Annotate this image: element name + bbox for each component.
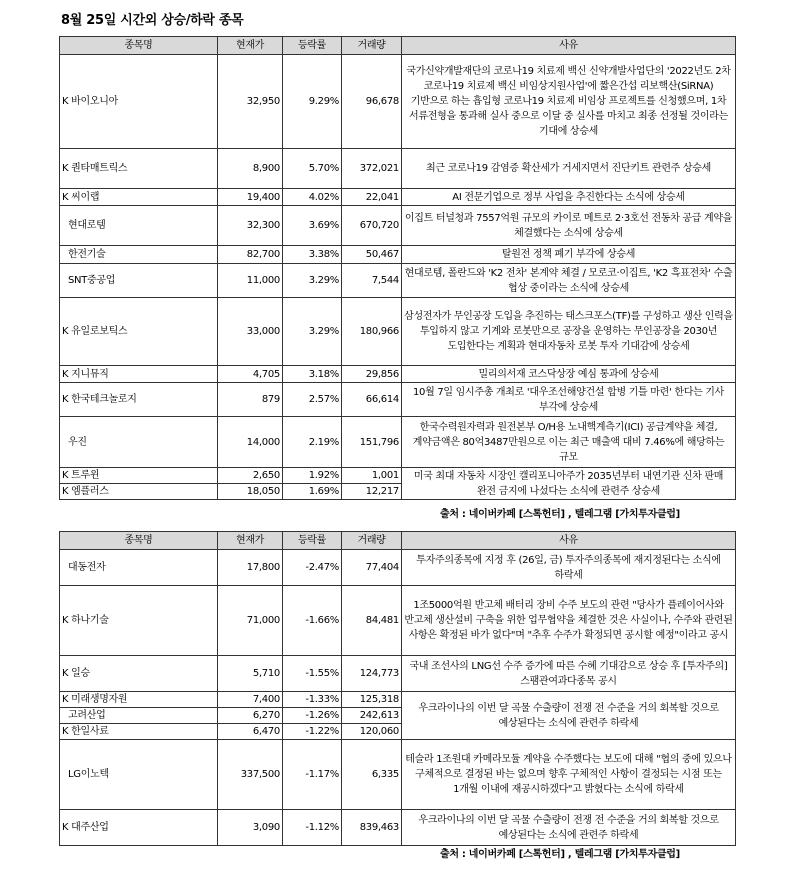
- header-volume: 거래량: [342, 37, 402, 55]
- table-row: [60, 810, 736, 846]
- stock-rate: 4.02%: [283, 189, 342, 206]
- stock-name: K 한일사료: [60, 724, 218, 740]
- stock-rate: 5.70%: [283, 149, 342, 189]
- stock-price: 82,700: [218, 246, 283, 264]
- table-row: [60, 586, 736, 656]
- table-row: [60, 55, 736, 149]
- table-row: [60, 264, 736, 298]
- header-name: 종목명: [60, 532, 218, 550]
- stock-name: K 유일로보틱스: [60, 298, 218, 366]
- stock-name: 대동전자: [60, 550, 218, 586]
- stock-name: K 엠플러스: [60, 484, 218, 500]
- stock-volume: 120,060: [342, 724, 402, 740]
- stock-rate: 1.92%: [283, 468, 342, 484]
- header-rate: 등락률: [283, 37, 342, 55]
- stock-rate: -2.47%: [283, 550, 342, 586]
- table-row: [60, 206, 736, 246]
- source-credit: 출처 : 네이버카페 [스톡헌터] , 텔레그램 [가치투자클럽]: [440, 509, 680, 520]
- stock-rate: -1.55%: [283, 656, 342, 692]
- falling-stocks-table: [59, 531, 736, 846]
- rising-stocks-table: [59, 36, 736, 500]
- stock-name: SNT중공업: [60, 264, 218, 298]
- stock-rate: 3.29%: [283, 298, 342, 366]
- table-row: [60, 189, 736, 206]
- header-reason: 사유: [402, 532, 736, 550]
- stock-rate: -1.22%: [283, 724, 342, 740]
- stock-volume: 84,481: [342, 586, 402, 656]
- header-reason: 사유: [402, 37, 736, 55]
- stock-volume: 7,544: [342, 264, 402, 298]
- stock-rate: 1.69%: [283, 484, 342, 500]
- page-title: 8월 25일 시간외 상승/하락 종목: [61, 13, 244, 28]
- stock-volume: 242,613: [342, 708, 402, 724]
- table-row: [60, 383, 736, 417]
- stock-volume: 124,773: [342, 656, 402, 692]
- stock-volume: 50,467: [342, 246, 402, 264]
- stock-price: 6,270: [218, 708, 283, 724]
- stock-reason: 현대로템, 폴란드와 'K2 전차' 본계약 체결 / 모로코·이집트, 'K2 흑표전차' 수출 협상 중이라는 소식에 상승세: [402, 264, 736, 298]
- header-rate: 등락률: [283, 532, 342, 550]
- stock-name: K 일승: [60, 656, 218, 692]
- stock-name: K 대주산업: [60, 810, 218, 846]
- stock-rate: 9.29%: [283, 55, 342, 149]
- stock-rate: 3.29%: [283, 264, 342, 298]
- stock-price: 3,090: [218, 810, 283, 846]
- source-credit: 출처 : 네이버카페 [스톡헌터] , 텔레그램 [가치투자클럽]: [440, 849, 680, 860]
- stock-reason-merged: 우크라이나의 이번 달 곡물 수출량이 전쟁 전 수준을 거의 회복할 것으로 예상된다는 소식에 관련주 하락세: [402, 692, 736, 740]
- stock-price: 19,400: [218, 189, 283, 206]
- stock-name: K 한국테크놀로지: [60, 383, 218, 417]
- stock-reason: 투자주의종목에 지정 후 (26일, 금) 투자주의종목에 재지정된다는 소식에 하락세: [402, 550, 736, 586]
- stock-name: 우진: [60, 417, 218, 468]
- stock-rate: -1.26%: [283, 708, 342, 724]
- stock-price: 17,800: [218, 550, 283, 586]
- stock-name: K 하나기술: [60, 586, 218, 656]
- stock-name: LG이노텍: [60, 740, 218, 810]
- stock-reason-merged: 미국 최대 자동차 시장인 캘리포니아주가 2035년부터 내연기관 신차 판매 완전 금지에 나섰다는 소식에 관련주 상승세: [402, 468, 736, 500]
- header-price: 현재가: [218, 37, 283, 55]
- stock-reason: 최근 코로나19 감염증 확산세가 거세지면서 진단키트 관련주 상승세: [402, 149, 736, 189]
- stock-reason: AI 전문기업으로 정부 사업을 추진한다는 소식에 상승세: [402, 189, 736, 206]
- stock-reason: 한국수력원자력과 원전본부 O/H용 노내핵계측기(ICI) 공급계약을 체결, 계약금액은 80억3487만원으로 이는 최근 매출액 대비 7.46%에 해당하는 규모: [402, 417, 736, 468]
- stock-name: K 지니뮤직: [60, 366, 218, 383]
- stock-rate: 2.57%: [283, 383, 342, 417]
- stock-volume: 22,041: [342, 189, 402, 206]
- stock-rate: -1.66%: [283, 586, 342, 656]
- stock-volume: 96,678: [342, 55, 402, 149]
- table-row: [60, 740, 736, 810]
- stock-volume: 180,966: [342, 298, 402, 366]
- stock-reason: 탈원전 정책 폐기 부각에 상승세: [402, 246, 736, 264]
- table-row: [60, 692, 736, 708]
- stock-name: K 퀀타매트릭스: [60, 149, 218, 189]
- stock-price: 4,705: [218, 366, 283, 383]
- stock-price: 7,400: [218, 692, 283, 708]
- stock-rate: 2.19%: [283, 417, 342, 468]
- table-row: [60, 468, 736, 484]
- stock-name: 한전기술: [60, 246, 218, 264]
- stock-reason: 10월 7일 임시주총 개최로 '대우조선해양건설 합병 기틀 마련' 한다는 기사 부각에 상승세: [402, 383, 736, 417]
- stock-volume: 372,021: [342, 149, 402, 189]
- stock-name: K 바이오니아: [60, 55, 218, 149]
- stock-reason: 국가신약개발재단의 코로나19 치료제 백신 신약개발사업단의 '2022년도 2차 코로나19 치료제 백신 비임상지원사업'에 짧은간섭 리보핵산(SiRNA) 기반으로 하는 흡입형 코로나19 치료제 비임상 프로젝트를 신청했으며, 1차 서류전형을 통과해 실사 중으로 이달 중 실사를 마치고 최종 선정될 것이라는 기대에 상승세: [402, 55, 736, 149]
- stock-reason: 삼성전자가 무인공장 도입을 추진하는 태스크포스(TF)를 구성하고 생산 인력을 투입하지 않고 기계와 로봇만으로 공장을 운영하는 무인공장을 2030년 도입한다는 계획과 현대자동차 로봇 투자 기대감에 상승세: [402, 298, 736, 366]
- table-row: [60, 550, 736, 586]
- stock-price: 14,000: [218, 417, 283, 468]
- table-row: [60, 149, 736, 189]
- table-header-row: [60, 532, 736, 550]
- stock-volume: 839,463: [342, 810, 402, 846]
- stock-reason: 테슬라 1조원대 카메라모듈 계약을 수주했다는 보도에 대해 "협의 중에 있으나 구체적으로 결정된 바는 없으며 향후 구체적인 사항이 결정되는 시점 또는 1개월 이내에 재공시하겠다"고 밝혔다는 소식에 하락세: [402, 740, 736, 810]
- stock-volume: 12,217: [342, 484, 402, 500]
- stock-price: 337,500: [218, 740, 283, 810]
- stock-rate: -1.12%: [283, 810, 342, 846]
- stock-reason: 밀리의서재 코스닥상장 예심 통과에 상승세: [402, 366, 736, 383]
- stock-reason: 이집트 터널청과 7557억원 규모의 카이로 메트로 2·3호선 전동차 공급 계약을 체결했다는 소식에 상승세: [402, 206, 736, 246]
- table-row: [60, 366, 736, 383]
- stock-price: 32,300: [218, 206, 283, 246]
- stock-price: 6,470: [218, 724, 283, 740]
- stock-price: 11,000: [218, 264, 283, 298]
- stock-price: 71,000: [218, 586, 283, 656]
- stock-name: K 미래생명자원: [60, 692, 218, 708]
- table-row: [60, 298, 736, 366]
- stock-price: 33,000: [218, 298, 283, 366]
- stock-rate: 3.38%: [283, 246, 342, 264]
- stock-price: 5,710: [218, 656, 283, 692]
- header-name: 종목명: [60, 37, 218, 55]
- stock-volume: 151,796: [342, 417, 402, 468]
- table-row: [60, 246, 736, 264]
- stock-rate: 3.69%: [283, 206, 342, 246]
- header-price: 현재가: [218, 532, 283, 550]
- stock-rate: -1.33%: [283, 692, 342, 708]
- table-header-row: [60, 37, 736, 55]
- stock-volume: 66,614: [342, 383, 402, 417]
- stock-price: 879: [218, 383, 283, 417]
- stock-reason: 1조5000억원 반고체 배터리 장비 수주 보도의 관련 "당사가 플레이어사와 반고체 생산설비 구축을 위한 업무협약을 체결한 것은 사실이나, 수주와 관련된 사항은 확정된 바가 없다"며 "추후 수주가 확정되면 공시할 예정"이라고 공시: [402, 586, 736, 656]
- stock-volume: 670,720: [342, 206, 402, 246]
- stock-volume: 1,001: [342, 468, 402, 484]
- stock-price: 8,900: [218, 149, 283, 189]
- stock-price: 32,950: [218, 55, 283, 149]
- stock-name: 고려산업: [60, 708, 218, 724]
- table-row: [60, 656, 736, 692]
- stock-volume: 125,318: [342, 692, 402, 708]
- stock-volume: 77,404: [342, 550, 402, 586]
- stock-rate: -1.17%: [283, 740, 342, 810]
- stock-name: K 트루윈: [60, 468, 218, 484]
- stock-rate: 3.18%: [283, 366, 342, 383]
- stock-volume: 29,856: [342, 366, 402, 383]
- header-volume: 거래량: [342, 532, 402, 550]
- stock-name: 현대로템: [60, 206, 218, 246]
- stock-price: 18,050: [218, 484, 283, 500]
- stock-price: 2,650: [218, 468, 283, 484]
- stock-reason: 국내 조선사의 LNG선 수주 증가에 따른 수혜 기대감으로 상승 후 [투자주의]스팸관여과다종목 공시: [402, 656, 736, 692]
- stock-reason: 우크라이나의 이번 달 곡물 수출량이 전쟁 전 수준을 거의 회복할 것으로 예상된다는 소식에 관련주 하락세: [402, 810, 736, 846]
- stock-name: K 씨이랩: [60, 189, 218, 206]
- table-row: [60, 417, 736, 468]
- stock-volume: 6,335: [342, 740, 402, 810]
